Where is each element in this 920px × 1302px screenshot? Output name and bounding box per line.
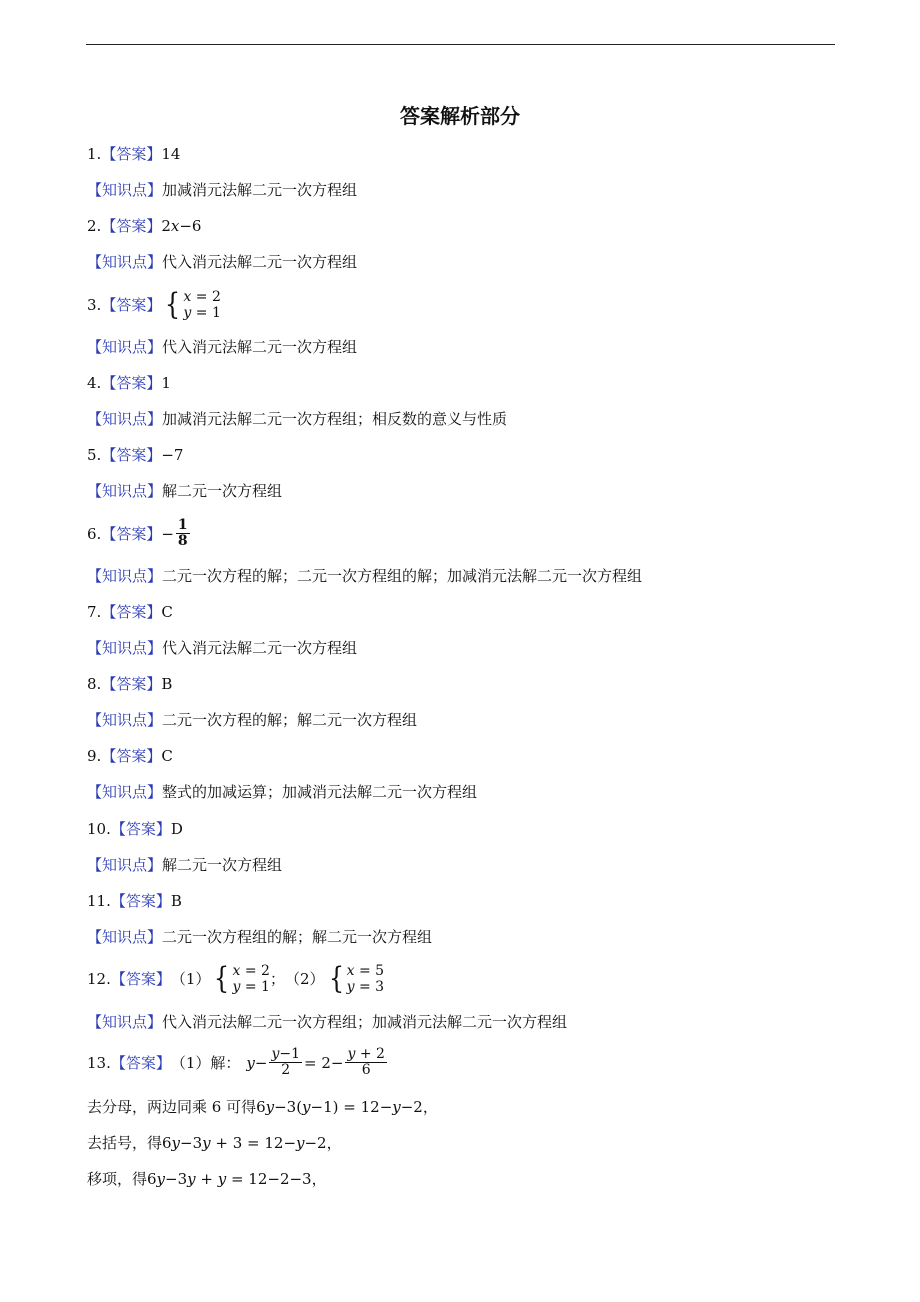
fraction: $\frac{\text{𝑦−1}}{2}$ xyxy=(271,1046,301,1078)
answer-value: C xyxy=(161,603,173,621)
answer-tag: 【答案】 xyxy=(110,892,171,910)
brace-icon: { xyxy=(214,961,230,996)
answer-value: C xyxy=(161,747,173,765)
knowledge-text: 加减消元法解二元一次方程组；相反数的意义与性质 xyxy=(162,410,508,428)
solution-step-1: 去分母，两边同乘 6 可得6𝑦−3(𝑦−1) = 12−𝑦−2， xyxy=(87,1098,438,1116)
knowledge-text: 整式的加减运算；加减消元法解二元一次方程组 xyxy=(162,783,478,801)
solution-step-3: 移项，得6𝑦−3𝑦 + 𝑦 = 12−2−3， xyxy=(87,1170,327,1188)
knowledge-line-11 xyxy=(87,928,432,946)
answer-tag: 【答案】 xyxy=(101,524,162,543)
knowledge-text: 加减消元法解二元一次方程组 xyxy=(162,181,358,199)
knowledge-tag: 【知识点】 xyxy=(87,928,163,946)
equation-system: { 𝑥 = 2 𝑦 = 1 xyxy=(214,961,270,996)
answer-tag: 【答案】 xyxy=(101,217,162,235)
answer-line-11: 11. 【答案】 B xyxy=(87,892,182,910)
answer-line-10: 10. 【答案】 D xyxy=(87,820,183,838)
knowledge-line-1 xyxy=(87,181,357,199)
answer-value: B xyxy=(161,675,173,693)
knowledge-text: 二元一次方程组的解；解二元一次方程组 xyxy=(162,928,433,946)
answer-line-12: 12. 【答案】 （1） { 𝑥 = 2 𝑦 = 1 ； （2） { 𝑥 = 5 𝑦 = 3 xyxy=(87,961,385,996)
answer-value: B xyxy=(170,892,182,910)
knowledge-tag: 【知识点】 xyxy=(87,410,163,428)
brace-icon: { xyxy=(165,287,181,322)
knowledge-text: 代入消元法解二元一次方程组 xyxy=(162,639,358,657)
answer-tag: 【答案】 xyxy=(110,820,171,838)
answer-value: 2𝑥−6 xyxy=(161,217,202,235)
answer-line-1: 1. 【答案】 14 xyxy=(87,145,181,163)
answer-line-8: 8. 【答案】 B xyxy=(87,675,173,693)
answer-line-9: 9. 【答案】 C xyxy=(87,747,173,765)
answer-tag: 【答案】 xyxy=(101,446,162,464)
knowledge-line-5 xyxy=(87,482,282,500)
answer-line-5: 5. 【答案】 −7 xyxy=(87,446,184,464)
answer-tag: 【答案】 xyxy=(101,675,162,693)
knowledge-tag: 【知识点】 xyxy=(87,181,163,199)
knowledge-line-9 xyxy=(87,783,477,801)
answer-line-2: 2. 【答案】 2𝑥−6 xyxy=(87,217,202,235)
knowledge-text: 解二元一次方程组 xyxy=(162,482,283,500)
knowledge-text: 代入消元法解二元一次方程组 xyxy=(162,253,358,271)
answer-tag: 【答案】 xyxy=(101,603,162,621)
answer-value: −7 xyxy=(161,446,184,464)
answer-value: D xyxy=(170,820,183,838)
knowledge-tag: 【知识点】 xyxy=(87,711,163,729)
answer-line-13: 13. 【答案】 （1）解： 𝑦− $\frac{\text{𝑦−1}}{2}$ = 2− $\frac{\text{𝑦 + 2}}{6}$ xyxy=(87,1046,385,1078)
knowledge-tag: 【知识点】 xyxy=(87,482,163,500)
fraction: $\frac{\text{𝑦 + 2}}{6}$ xyxy=(347,1046,385,1078)
knowledge-tag: 【知识点】 xyxy=(87,856,163,874)
knowledge-tag: 【知识点】 xyxy=(87,338,163,356)
answer-tag: 【答案】 xyxy=(101,296,162,314)
answer-tag: 【答案】 xyxy=(110,1053,171,1072)
answer-value: 14 xyxy=(161,145,181,163)
solution-step-2: 去括号，得6𝑦−3𝑦 + 3 = 12−𝑦−2， xyxy=(87,1134,342,1152)
answer-tag: 【答案】 xyxy=(101,374,162,392)
knowledge-line-10 xyxy=(87,856,282,874)
answer-tag: 【答案】 xyxy=(101,747,162,765)
knowledge-tag: 【知识点】 xyxy=(87,639,163,657)
answer-value: 1 xyxy=(161,374,171,392)
knowledge-tag: 【知识点】 xyxy=(87,783,163,801)
knowledge-tag: 【知识点】 xyxy=(87,1013,163,1031)
header-rule xyxy=(86,44,835,45)
brace-icon: { xyxy=(328,961,344,996)
answer-line-3: 3. 【答案】 { 𝑥 = 2 𝑦 = 1 xyxy=(87,287,221,322)
answer-tag: 【答案】 xyxy=(110,970,171,988)
knowledge-text: 二元一次方程的解；二元一次方程组的解；加减消元法解二元一次方程组 xyxy=(162,567,643,585)
equation-system: { 𝑥 = 2 𝑦 = 1 xyxy=(165,287,221,322)
answer-tag: 【答案】 xyxy=(101,145,162,163)
page-title: 答案解析部分 xyxy=(400,104,520,128)
knowledge-text: 代入消元法解二元一次方程组 xyxy=(162,338,358,356)
knowledge-line-12 xyxy=(87,1013,567,1031)
knowledge-line-6 xyxy=(87,567,642,585)
knowledge-line-4 xyxy=(87,410,507,428)
equation-system: { 𝑥 = 5 𝑦 = 3 xyxy=(328,961,385,996)
knowledge-line-3 xyxy=(87,338,357,356)
answer-line-4: 4. 【答案】 1 xyxy=(87,374,171,392)
knowledge-text: 解二元一次方程组 xyxy=(162,856,283,874)
knowledge-tag: 【知识点】 xyxy=(87,567,163,585)
answer-line-7: 7. 【答案】 C xyxy=(87,603,173,621)
knowledge-line-7 xyxy=(87,639,357,657)
fraction: $\frac{1}{8}$ xyxy=(177,517,188,549)
answer-line-6: 6. 【答案】 − $\frac{1}{8}$ xyxy=(87,517,188,549)
knowledge-line-8 xyxy=(87,711,417,729)
knowledge-text: 代入消元法解二元一次方程组；加减消元法解二元一次方程组 xyxy=(162,1013,568,1031)
knowledge-text: 二元一次方程的解；解二元一次方程组 xyxy=(162,711,418,729)
knowledge-line-2 xyxy=(87,253,357,271)
knowledge-tag: 【知识点】 xyxy=(87,253,163,271)
